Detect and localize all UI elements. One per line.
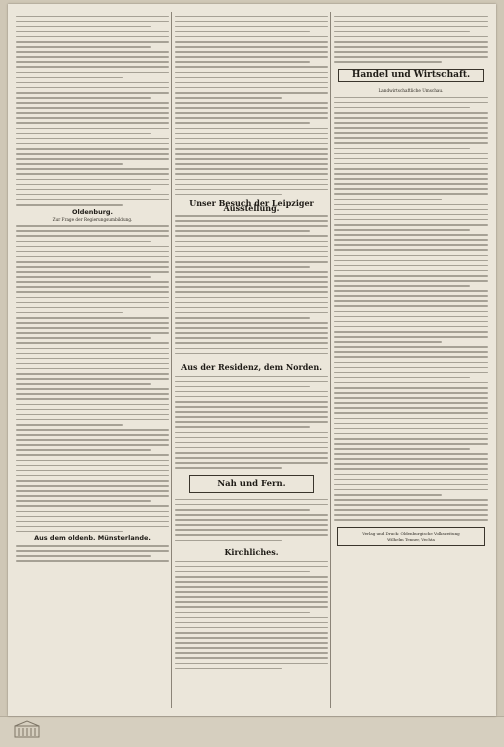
article-text-block — [334, 16, 488, 709]
heading-leipziger-ausstellung: Unser Besuch der Leipziger Ausstellung. — [189, 198, 314, 214]
page-fold-line — [0, 716, 504, 717]
ad-line-2: Wilhelm Tenner, Vechta — [387, 536, 435, 542]
article-text-block — [16, 16, 169, 709]
subheading-landwirtschaft: Landwirtschaftliche Umschau. — [378, 88, 444, 94]
column-1 — [16, 12, 169, 708]
heading-kirchliches: Kirchliches. — [224, 547, 279, 558]
column-rule — [330, 12, 331, 708]
page-margin-strip — [0, 716, 504, 747]
newspaper-page — [8, 4, 496, 716]
heading-aus-der-residenz: Aus der Residenz, dem Norden. — [181, 362, 322, 372]
column-3 — [334, 12, 488, 708]
heading-oldenburg: Oldenburg. — [71, 207, 114, 216]
heading-aus-dem-oldenb-muensterlande: Aus dem oldenb. Münsterlande. — [34, 534, 151, 543]
subheading-regierungsumbildung: Zur Frage der Regierungsumbildung. — [52, 216, 133, 222]
section-box-nah-und-fern: Nah und Fern. — [189, 475, 314, 493]
section-box-handel: Handel und Wirtschaft. — [338, 69, 484, 82]
column-rule — [171, 12, 172, 708]
ad-line-1: Verlag und Druck: Oldenburgische Volkszeitung — [362, 531, 460, 536]
residenz-section — [175, 356, 328, 673]
library-logo-icon — [14, 720, 40, 738]
publisher-ad — [337, 527, 485, 546]
